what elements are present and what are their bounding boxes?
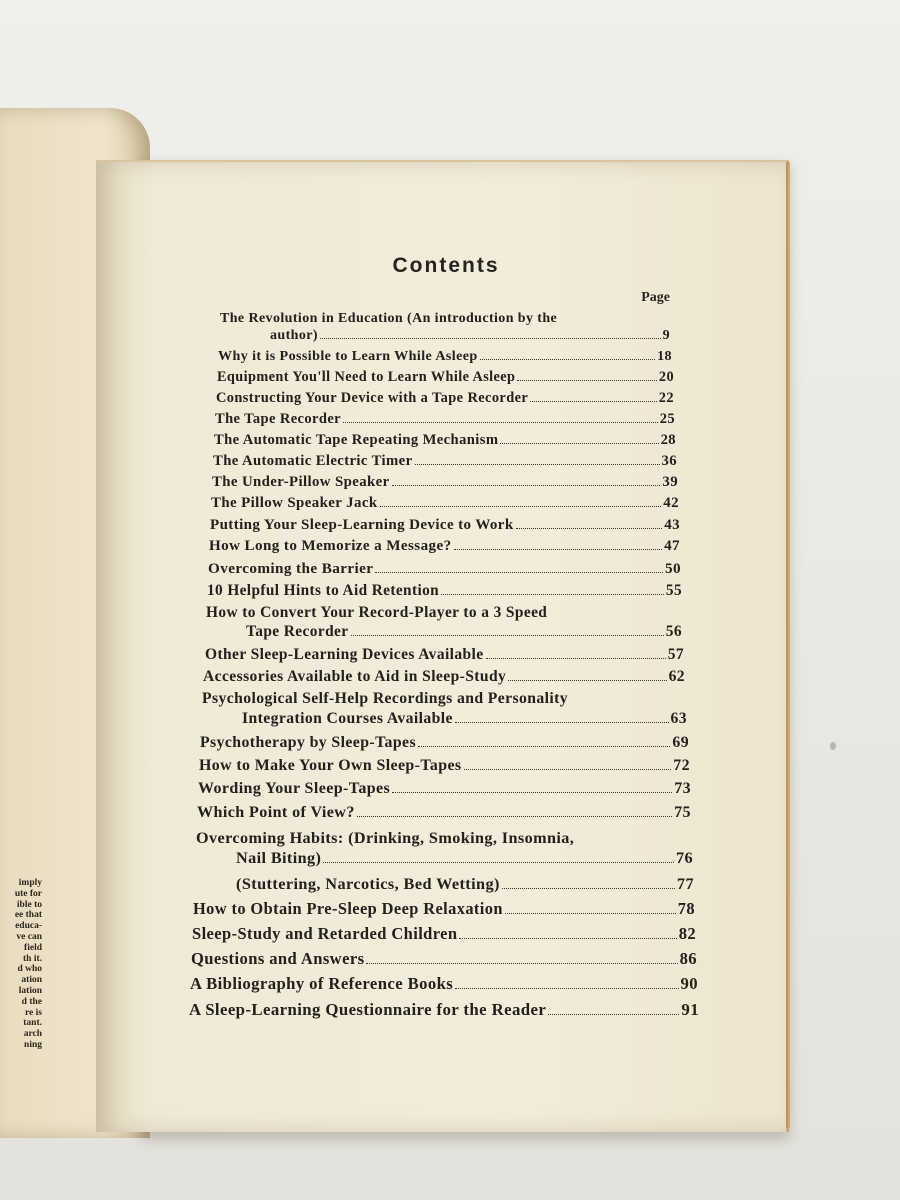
toc-entry-page-number: 36 [661, 453, 677, 469]
toc-entry-page-number: 63 [670, 710, 687, 727]
toc-entry [190, 974, 698, 994]
facing-page-text-line: ation [21, 975, 42, 986]
toc-entry-title: Overcoming the Barrier [208, 560, 374, 577]
dot-leader [366, 963, 677, 964]
toc-entry-title: The Automatic Electric Timer [213, 453, 413, 469]
toc-entry-page-number: 62 [668, 668, 685, 685]
dot-leader [548, 1014, 679, 1015]
contents-title: Contents [392, 254, 500, 277]
facing-page-text-line: re is [25, 1007, 42, 1018]
dot-leader [517, 380, 656, 381]
facing-page-text-line: ve can [16, 931, 42, 942]
toc-entry [207, 582, 682, 600]
dot-leader [375, 572, 663, 573]
toc-entry-title: Accessories Available to Aid in Sleep-Study [203, 668, 507, 685]
toc-entry-title: author) [270, 328, 318, 343]
facing-page-text-line: d the [21, 996, 42, 1007]
toc-entry [203, 668, 685, 686]
dot-leader [516, 528, 663, 529]
toc-entry-title-line1: Psychological Self-Help Recordings and Personality [202, 690, 568, 707]
toc-entry-title: Sleep-Study and Retarded Children [192, 924, 458, 943]
facing-page-text-line: ee that [14, 910, 42, 921]
toc-entry-title: Constructing Your Device with a Tape Recorder [216, 390, 529, 406]
toc-entry [211, 495, 679, 512]
dot-leader [500, 443, 658, 444]
dot-leader [343, 422, 658, 423]
dot-leader [418, 746, 670, 747]
toc-entry-page-number: 55 [665, 582, 682, 599]
facing-page-text-line: imply [18, 878, 42, 888]
toc-entry-page-number: 73 [674, 780, 691, 797]
toc-entry-title: Why it is Possible to Learn While Asleep [218, 348, 478, 364]
background-smudge [830, 742, 836, 750]
toc-entry-page-number: 18 [657, 348, 672, 364]
toc-entry-title-line1: The Revolution in Education (An introduction by the [220, 311, 558, 326]
facing-page-text-line: d who [17, 964, 42, 975]
toc-entry [205, 646, 684, 664]
toc-entry-page-number: 78 [677, 899, 695, 918]
facing-page-text-line: field [24, 942, 42, 953]
dot-leader [486, 658, 666, 659]
toc-entry [217, 369, 674, 386]
toc-entry-title: Nail Biting) [236, 849, 322, 867]
toc-entry-page-number: 82 [678, 924, 696, 943]
toc-entry-page-number: 39 [662, 474, 678, 490]
page-edge [786, 162, 790, 1128]
toc-entry-page-number: 77 [676, 874, 694, 893]
toc-entry-page-number: 86 [679, 949, 697, 968]
dot-leader [505, 913, 676, 914]
dot-leader [459, 938, 676, 939]
toc-entry-page-number: 20 [658, 369, 674, 385]
toc-entry-page-number: 56 [665, 623, 682, 640]
toc-entry [193, 899, 695, 919]
toc-entry [215, 411, 675, 428]
toc-entry-page-number: 72 [673, 757, 690, 774]
toc-entry-page-number: 28 [660, 432, 676, 448]
dot-leader [530, 401, 657, 402]
facing-page-text-line: educa- [15, 921, 42, 932]
toc-entry-page-number: 76 [676, 849, 693, 867]
toc-entry-page-number: 9 [662, 328, 670, 343]
toc-entry [242, 710, 687, 728]
toc-entry-title: A Sleep-Learning Questionnaire for the Reader [189, 1000, 547, 1019]
toc-entry-title: Tape Recorder [246, 623, 349, 640]
toc-entry-title: 10 Helpful Hints to Aid Retention [207, 582, 440, 599]
toc-entry-page-number: 43 [664, 517, 680, 533]
toc-entry-title: How to Make Your Own Sleep-Tapes [199, 757, 462, 774]
toc-entry [189, 1000, 699, 1020]
toc-entry-title: Which Point of View? [197, 804, 355, 821]
toc-entry-title: The Tape Recorder [215, 411, 342, 427]
toc-entry [191, 949, 697, 969]
dot-leader [454, 549, 663, 550]
dot-leader [320, 338, 661, 339]
toc-entry-page-number: 90 [680, 974, 698, 993]
facing-page-text-line: lation [18, 985, 42, 996]
toc-entry [216, 390, 674, 407]
toc-entry-title: Equipment You'll Need to Learn While Asleep [217, 369, 516, 385]
facing-page-text-fragment [0, 878, 42, 1051]
toc-entry-title: How Long to Memorize a Message? [209, 538, 452, 554]
toc-entry-page-number: 75 [674, 804, 691, 821]
toc-entry-title: Questions and Answers [191, 949, 365, 968]
dot-leader [455, 988, 678, 989]
toc-entry [208, 560, 681, 578]
dot-leader [480, 359, 655, 360]
dot-leader [357, 816, 672, 817]
toc-entry [236, 849, 693, 868]
toc-entry [209, 538, 680, 555]
dot-leader [392, 485, 661, 486]
toc-entry-page-number: 69 [672, 734, 689, 751]
toc-entry [213, 453, 677, 470]
dot-leader [351, 635, 664, 636]
dot-leader [502, 888, 675, 889]
toc-entry-page-number: 25 [659, 411, 675, 427]
dot-leader [323, 862, 674, 863]
dot-leader [455, 722, 669, 723]
dot-leader [392, 792, 672, 793]
toc-entry [210, 517, 680, 534]
toc-entry-page-number: 91 [681, 1000, 699, 1019]
toc-entry [236, 874, 694, 894]
toc-entry [214, 432, 676, 449]
toc-entry-page-number: 47 [664, 538, 680, 554]
toc-entry-page-number: 57 [667, 646, 684, 663]
toc-entry [192, 924, 696, 944]
dot-leader [415, 464, 660, 465]
toc-entry-page-number: 50 [665, 560, 681, 577]
dot-leader [380, 506, 662, 507]
facing-page-text-line: th it. [23, 953, 42, 964]
toc-entry [212, 474, 678, 491]
toc-entry [270, 328, 670, 344]
toc-entry-title: The Automatic Tape Repeating Mechanism [214, 432, 499, 448]
toc-entry [198, 780, 691, 798]
toc-entry [246, 623, 682, 641]
toc-entry-title: Integration Courses Available [242, 710, 453, 727]
facing-page-text-line: ute for [14, 888, 42, 899]
dot-leader [508, 680, 666, 681]
toc-entry-title: The Under-Pillow Speaker [212, 474, 390, 490]
toc-entry-title: A Bibliography of Reference Books [190, 974, 454, 993]
facing-page-text-line: ning [24, 1039, 42, 1050]
dot-leader [464, 769, 672, 770]
toc-entry [199, 757, 690, 775]
toc-entry-title: Putting Your Sleep-Learning Device to Work [210, 517, 514, 533]
toc-entry [197, 804, 691, 822]
page-column-header: Page [641, 290, 670, 305]
facing-page-text-line: arch [23, 1029, 42, 1040]
facing-page-text-line: ible to [16, 899, 42, 910]
dot-leader [441, 594, 664, 595]
facing-page-text-line: tant. [23, 1018, 42, 1029]
toc-entry-title: How to Obtain Pre-Sleep Deep Relaxation [193, 899, 503, 918]
toc-entry-title: Psychotherapy by Sleep-Tapes [200, 734, 416, 751]
toc-entry-title-line1: Overcoming Habits: (Drinking, Smoking, Insomnia, [196, 829, 575, 847]
toc-entry-title: The Pillow Speaker Jack [211, 495, 378, 511]
toc-entry [218, 348, 672, 365]
toc-entry-title: (Stuttering, Narcotics, Bed Wetting) [236, 874, 500, 893]
toc-entry-page-number: 22 [658, 390, 674, 406]
toc-entry-title: Other Sleep-Learning Devices Available [205, 646, 484, 663]
toc-entry-page-number: 42 [663, 495, 679, 511]
toc-entry-title: Wording Your Sleep-Tapes [198, 780, 391, 797]
toc-entry-title-line1: How to Convert Your Record-Player to a 3 Speed [206, 604, 548, 621]
toc-entry [200, 734, 689, 752]
